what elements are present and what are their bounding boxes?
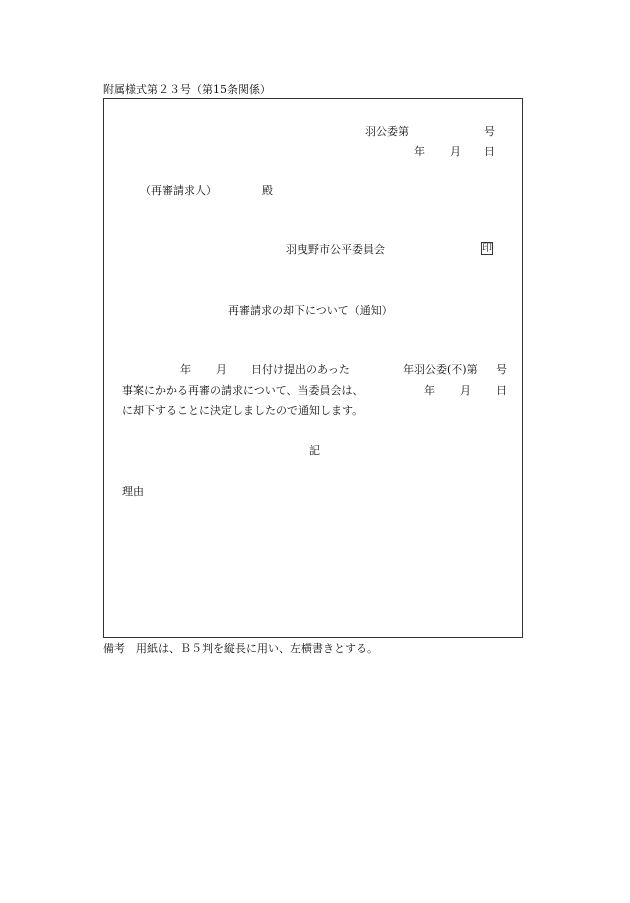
body-line1-case: 年羽公委(不)第: [403, 363, 478, 376]
addressee-honorific: 殿: [262, 184, 273, 197]
doc-date-day: 日: [484, 145, 495, 158]
body-line1-month: 月: [216, 363, 227, 376]
addressee-name: （再審請求人）: [140, 184, 217, 197]
issuer-name: 羽曳野市公平委員会: [286, 243, 385, 256]
body-line2-day: 日: [496, 384, 507, 397]
footnote: 備考 用紙は、Ｂ５判を縦長に用い、左横書きとする。: [103, 642, 378, 655]
body-line2-year: 年: [424, 384, 435, 397]
doc-number-prefix: 羽公委第: [365, 125, 409, 138]
form-caption: 附属様式第２３号（第15条関係）: [103, 83, 271, 96]
notice-title: 再審請求の却下について（通知）: [228, 304, 393, 317]
doc-date-year: 年: [414, 145, 425, 158]
reason-label: 理由: [122, 485, 144, 498]
body-line1-number: 号: [496, 363, 507, 376]
body-line1-text: 日付け提出のあった: [251, 363, 350, 376]
doc-date-month: 月: [450, 145, 461, 158]
doc-number-suffix: 号: [484, 125, 495, 138]
body-line2-text: 事案にかかる再審の請求について、当委員会は、: [122, 384, 364, 397]
ki-heading: 記: [309, 444, 320, 457]
body-line1-year: 年: [180, 363, 191, 376]
body-line3: に却下することに決定しましたので通知します。: [122, 404, 364, 417]
seal-stamp-box: 印: [482, 243, 492, 254]
body-line2-month: 月: [460, 384, 471, 397]
